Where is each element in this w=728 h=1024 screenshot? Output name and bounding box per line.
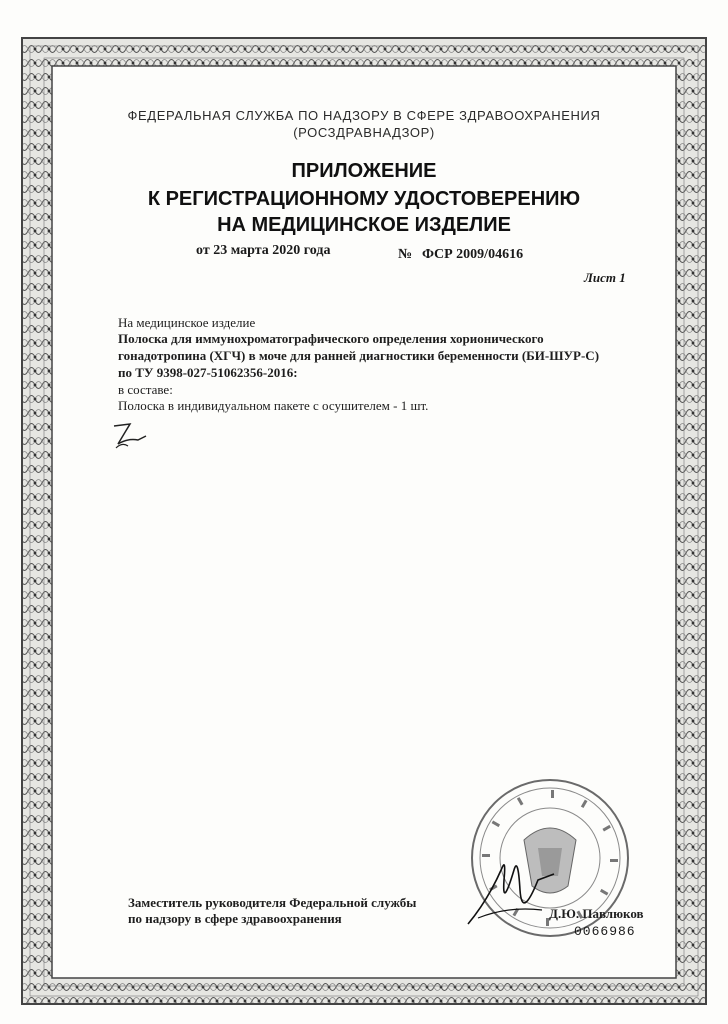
signer-title-line-1: Заместитель руководителя Федеральной службы bbox=[128, 895, 417, 910]
intro-text: На медицинское изделие bbox=[118, 315, 256, 330]
sheet-number: Лист 1 bbox=[584, 270, 626, 285]
document-subtitle-1: К РЕГИСТРАЦИОННОМУ УДОСТОВЕРЕНИЮ bbox=[147, 188, 581, 210]
document-subtitle-2: НА МЕДИЦИНСКОЕ ИЗДЕЛИЕ bbox=[217, 214, 511, 236]
agency-abbreviation: (РОСЗДРАВНАДЗОР) bbox=[293, 125, 435, 140]
serial-number: 0066986 bbox=[574, 924, 636, 939]
document-title: ПРИЛОЖЕНИЕ bbox=[291, 160, 437, 182]
registration-number: ФСР 2009/04616 bbox=[422, 247, 524, 262]
number-sign: № bbox=[398, 247, 413, 262]
agency-name: ФЕДЕРАЛЬНАЯ СЛУЖБА ПО НАДЗОРУ В СФЕРЕ ЗДРАВООХРАНЕНИЯ bbox=[127, 108, 601, 123]
composition-label: в составе: bbox=[118, 382, 173, 397]
issue-date: от 23 марта 2020 года bbox=[196, 243, 331, 258]
product-line-1: Полоска для иммунохроматографического определения хорионического bbox=[118, 331, 544, 346]
composition-item: Полоска в индивидуальном пакете с осушителем - 1 шт. bbox=[118, 398, 429, 413]
product-line-3: по ТУ 9398-027-51062356-2016: bbox=[118, 365, 298, 380]
signer-title-line-2: по надзору в сфере здравоохранения bbox=[128, 911, 342, 926]
product-line-2: гонадотропина (ХГЧ) в моче для ранней диагностики беременности (БИ-ШУР-С) bbox=[118, 348, 600, 363]
handwritten-mark bbox=[108, 418, 158, 458]
signer-name: Д.Ю. Павлюков bbox=[549, 906, 644, 921]
